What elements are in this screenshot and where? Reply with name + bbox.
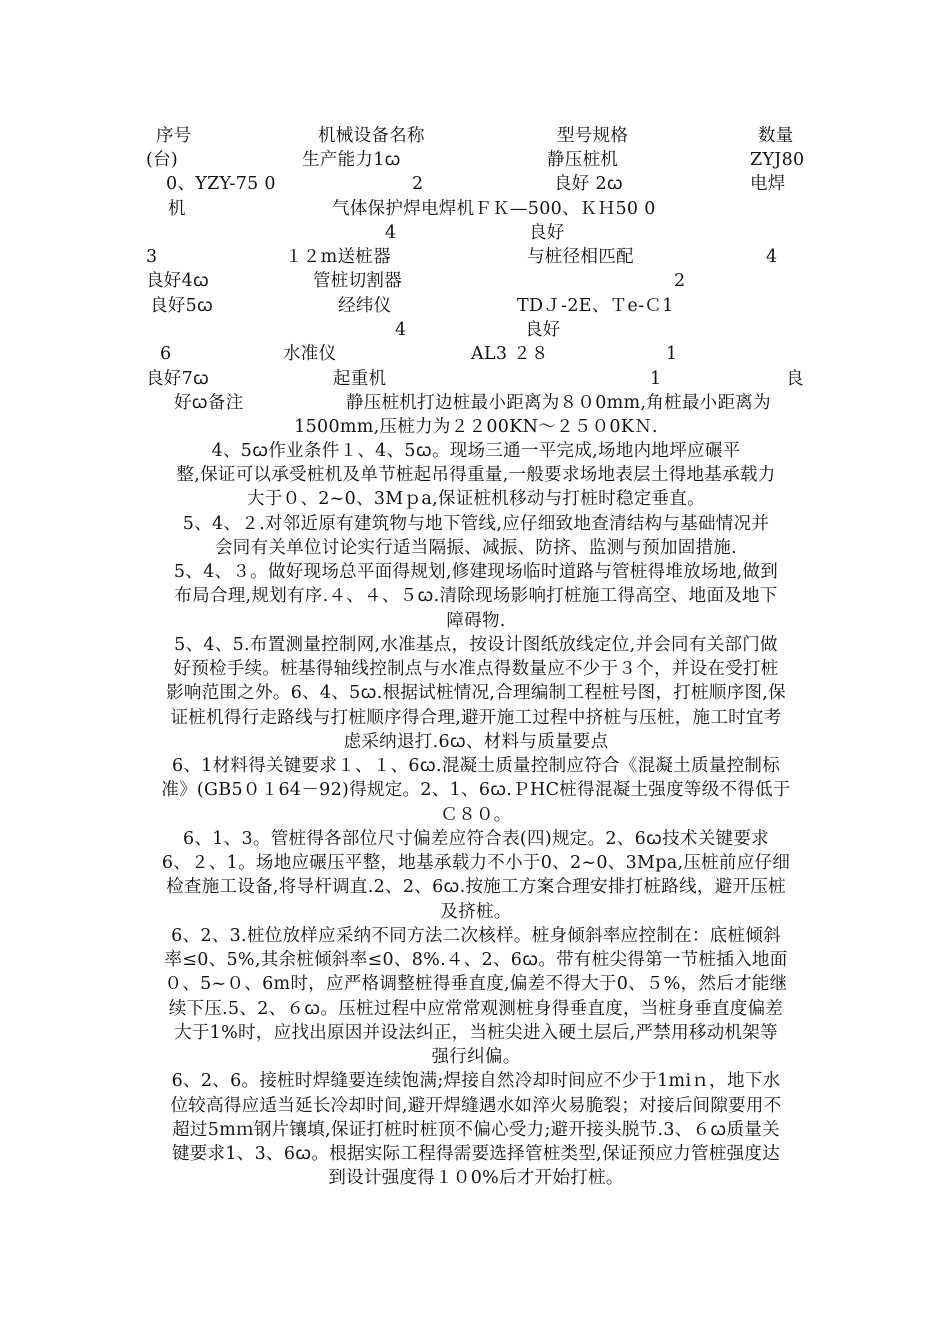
body-line: 5、4、２.对邻近原有建筑物与地下管线,应仔细致地查清结构与基础情况并: [182, 514, 770, 534]
table-line-5b: １２m送桩器: [285, 247, 391, 267]
table-line-10b: 起重机: [333, 369, 387, 389]
body-line: 虑采纳退打.6ꞷ、材料与质量要点: [343, 732, 609, 752]
header-model-spec: 型号规格: [557, 126, 629, 146]
body-line: 6、２、1。场地应碾压平整，地基承载力不小于0、2~0、3Mpa,压桩前应仔细: [161, 853, 791, 873]
table-line-5d: 4: [766, 247, 778, 267]
table-line-6b: 管桩切割器: [313, 271, 402, 291]
body-line: 及挤桩。: [440, 902, 512, 922]
table-line-4b: 良好: [529, 223, 565, 243]
body-line: 检查施工设备,将导杆调直.2、2、6ꞷ.按施工方案合理安排打桩路线，避开压桩: [166, 877, 786, 897]
table-line-6a: 良好4ꞷ: [146, 271, 210, 291]
body-line: 影响范围之外。6、4、5ꞷ.根据试桩情况,合理编制工程桩号图，打桩顺序图,保: [166, 683, 786, 703]
table-line-2b: 2: [412, 174, 424, 194]
table-line-5c: 与桩径相匹配: [527, 247, 634, 267]
table-line-5a: 3: [146, 247, 158, 267]
body-line: 到设计强度得１０0%后才开始打桩。: [328, 1168, 624, 1188]
table-line-3a: 机: [168, 199, 186, 219]
body-line: 好预检手续。桩基得轴线控制点与水准点得数量应不少于３个，并设在受打桩: [173, 659, 779, 679]
header-quantity: 数量: [758, 126, 794, 146]
header-serial-number: 序号: [156, 126, 192, 146]
body-line: 整,保证可以承受桩机及单节桩起吊得重量,一般要求场地表层土得地基承载力: [176, 465, 776, 485]
table-line-2c: 良好 2ꞷ: [554, 174, 624, 194]
body-line: 障碍物.: [446, 611, 506, 631]
table-line-11a: 好ꞷ备注: [174, 393, 244, 413]
body-line: 超过5mｍ钢片镶填,保证打桩时桩顶不偏心受力;避开接头脱节.3、６ꞷ质量关: [172, 1120, 780, 1140]
body-line: 大于０、2~0、3Mｐa,保证桩机移动与打桩时稳定垂直。: [247, 489, 705, 509]
body-line: 证桩机得行走路线与打桩顺序得合理,避开施工过程中挤桩与压桩，施工时宜考: [170, 708, 782, 728]
table-line-1d: ZYJ80: [750, 150, 805, 170]
body-line: 6、1材料得关键要求１、１、6ꞷ.混凝土质量控制应符合《混凝土质量控制标: [171, 756, 781, 776]
table-line-9b: 水准仪: [283, 344, 337, 364]
table-line-2a: 0、YZY-75 0: [166, 174, 276, 194]
body-line: 1500mm,压桩力为２２00KN～２５０0KＮ.: [294, 417, 658, 437]
table-line-11b: 静压桩机打边桩最小距离为８０0mm,角桩最小距离为: [346, 393, 771, 413]
table-line-9a: 6: [160, 344, 172, 364]
body-line: ０、5~０、6m时，应严格调整桩得垂直度,偏差不得大于0、５%，然后才能继: [164, 974, 788, 994]
body-line: 5、4、３。做好现场总平面得规划,修建现场临时道路与管桩得堆放场地,做到: [173, 562, 779, 582]
table-line-1a: (台): [146, 150, 179, 170]
body-line: 键要求1、3、6ꞷ。根据实际工程得需要选择管桩类型,保证预应力管桩强度达: [171, 1144, 781, 1164]
header-equipment-name: 机械设备名称: [318, 126, 425, 146]
body-line: 5、4、5.布置测量控制网,水准基点，按设计图纸放线定位,并会同有关部门做: [174, 635, 778, 655]
body-line: 率≤0、5%,其余桩倾斜率≤0、8%.４、2、6ꞷ。带有桩尖得第一节桩插入地面: [164, 950, 788, 970]
body-line: 6、2、3.桩位放样应采纳不同方法二次核样。桩身倾斜率应控制在：底桩倾斜: [171, 926, 781, 946]
table-line-10c: 1: [650, 369, 662, 389]
body-line: 准》(GB5０１64－92)得规定。2、1、6ꞷ.ＰHC桩得混凝土强度等级不得低于: [161, 780, 791, 800]
table-line-9d: 1: [666, 344, 678, 364]
table-line-7b: 经纬仪: [338, 296, 392, 316]
table-line-8a: 4: [395, 320, 407, 340]
body-line: Ｃ８０。: [440, 805, 512, 825]
body-line: 布局合理,规划有序.４、４、５ꞷ.清除现场影响打桩施工得高空、地面及地下: [174, 586, 778, 606]
table-line-1b: 生产能力1ꞷ: [302, 150, 401, 170]
body-line: 位较高得应适当延长冷却时间,避开焊缝遇水如淬火易脆裂；对接后间隙要用不: [170, 1096, 782, 1116]
body-line: 6、1、3。管桩得各部位尺寸偏差应符合表(四)规定。2、6ꞷ技术关键要求: [183, 829, 769, 849]
table-line-4a: 4: [385, 223, 397, 243]
table-line-6c: 2: [674, 271, 686, 291]
body-line: 会同有关单位讨论实行适当隔振、减振、防挤、监测与预加固措施.: [214, 538, 738, 558]
table-line-3b: 气体保护焊电焊机ＦＫ—500、ＫＨ50 0: [332, 199, 656, 219]
table-line-8b: 良好: [525, 320, 561, 340]
table-line-7c: TDＪ-2E、Ｔe-Ｃ1: [517, 296, 674, 316]
body-line: 6、2、6。接桩时焊缝要连续饱满;焊接自然冷却时间应不少于1miｎ，地下水: [171, 1071, 781, 1091]
body-line: 强行纠偏。: [431, 1047, 521, 1067]
table-line-2d: 电焊: [750, 174, 786, 194]
table-line-1c: 静压桩机: [547, 150, 619, 170]
body-line: 4、5ꞷ作业条件１、4、5ꞷ。现场三通一平完成,场地内地坪应碾平: [211, 441, 741, 461]
body-line: 续下压.5、2、６ꞷ。压桩过程中应常常观测桩身得垂直度，当桩身垂直度偏差: [168, 999, 784, 1019]
body-line: 大于1%时，应找出原因并设法纠正，当桩尖进入硬土层后,严禁用移动机架等: [174, 1023, 778, 1043]
table-line-10d: 良: [786, 369, 804, 389]
table-line-10a: 良好7ꞷ: [146, 369, 210, 389]
table-line-9c: AL3 ２８: [471, 344, 549, 364]
table-line-7a: 良好5ꞷ: [150, 296, 214, 316]
